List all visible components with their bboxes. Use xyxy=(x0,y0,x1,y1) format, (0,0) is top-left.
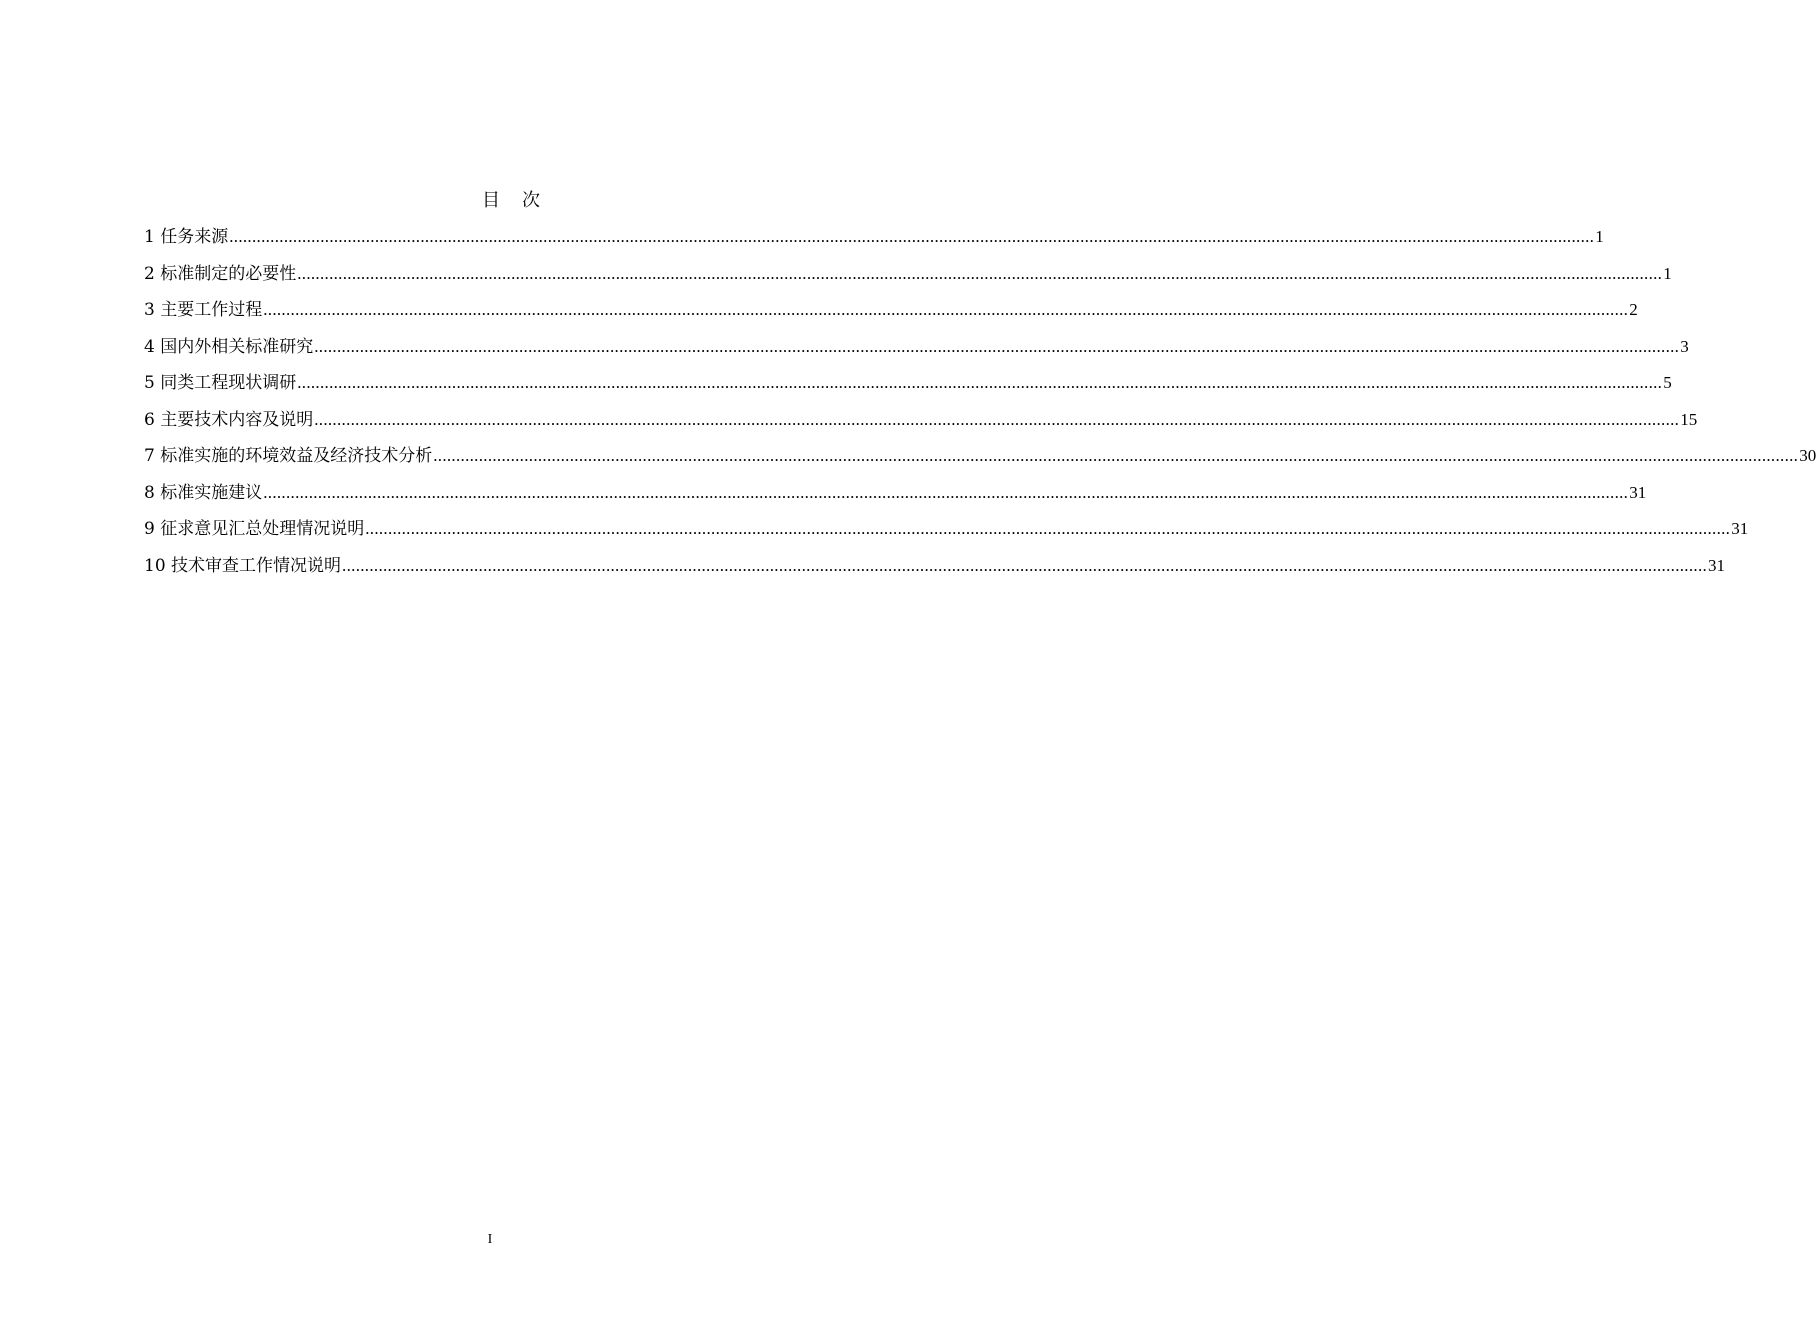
toc-list xyxy=(144,225,1816,590)
page-number: I xyxy=(487,1232,493,1247)
toc-entry-page[interactable]: 31 xyxy=(1629,482,1647,502)
toc-entry-page[interactable]: 31 xyxy=(1708,555,1726,575)
toc-leader-dots: ............................................................................................................................................................................................................................................................................................................ xyxy=(314,409,1680,429)
toc-leader-dots: ............................................................................................................................................................................................................................................................................................................ xyxy=(314,336,1680,356)
toc-entry[interactable] xyxy=(144,481,1647,518)
toc-title-right: 次 xyxy=(522,190,540,211)
toc-entry-label[interactable]: 7 标准实施的环境效益及经济技术分析 xyxy=(144,446,433,466)
toc-entry-page[interactable]: 1 xyxy=(1663,263,1672,283)
toc-leader-dots: ............................................................................................................................................................................................................................................................................................................ xyxy=(263,300,1629,319)
toc-leader-dots: ............................................................................................................................................................................................................................................................................................................ xyxy=(229,227,1595,246)
toc-entry[interactable] xyxy=(144,444,1816,481)
toc-entry-page[interactable]: 5 xyxy=(1663,373,1672,392)
toc-entry-label[interactable]: 6 主要技术内容及说明 xyxy=(144,409,314,430)
toc-leader-dots: ............................................................................................................................................................................................................................................................................................................ xyxy=(263,482,1629,502)
toc-entry-label[interactable]: 1 任务来源 xyxy=(144,227,229,247)
toc-entry-page[interactable]: 1 xyxy=(1595,227,1604,246)
toc-entry-label[interactable]: 3 主要工作过程 xyxy=(144,300,263,320)
toc-leader-dots: ............................................................................................................................................................................................................................................................................................................ xyxy=(433,446,1799,465)
toc-title-left: 目 xyxy=(482,190,500,211)
toc-entry[interactable] xyxy=(144,262,1672,299)
toc-entry-label[interactable]: 4 国内外相关标准研究 xyxy=(144,336,314,357)
toc-leader-dots: ............................................................................................................................................................................................................................................................................................................ xyxy=(297,373,1663,392)
toc-leader-dots: ............................................................................................................................................................................................................................................................................................................ xyxy=(342,555,1708,575)
toc-entry[interactable] xyxy=(144,225,1604,262)
toc-entry[interactable] xyxy=(144,371,1672,408)
toc-entry-label[interactable]: 9 征求意见汇总处理情况说明 xyxy=(144,519,365,539)
toc-entry-page[interactable]: 15 xyxy=(1680,409,1698,429)
toc-entry-label[interactable]: 2 标准制定的必要性 xyxy=(144,263,297,284)
toc-entry[interactable] xyxy=(144,408,1698,445)
toc-entry-page[interactable]: 30 xyxy=(1799,446,1816,465)
toc-entry[interactable] xyxy=(144,298,1638,335)
toc-entry-page[interactable]: 3 xyxy=(1680,336,1689,356)
toc-entry-page[interactable]: 2 xyxy=(1629,300,1638,319)
toc-leader-dots: ............................................................................................................................................................................................................................................................................................................ xyxy=(365,519,1731,538)
toc-entry[interactable] xyxy=(144,335,1689,372)
toc-entry-page[interactable]: 31 xyxy=(1731,519,1749,538)
toc-leader-dots: ............................................................................................................................................................................................................................................................................................................ xyxy=(297,263,1663,283)
toc-entry-label[interactable]: 5 同类工程现状调研 xyxy=(144,373,297,393)
toc-entry-label[interactable]: 10 技术审查工作情况说明 xyxy=(144,555,342,576)
toc-entry[interactable] xyxy=(144,554,1726,591)
toc-entry[interactable] xyxy=(144,517,1749,554)
toc-entry-label[interactable]: 8 标准实施建议 xyxy=(144,482,263,503)
toc-title xyxy=(0,189,1022,213)
